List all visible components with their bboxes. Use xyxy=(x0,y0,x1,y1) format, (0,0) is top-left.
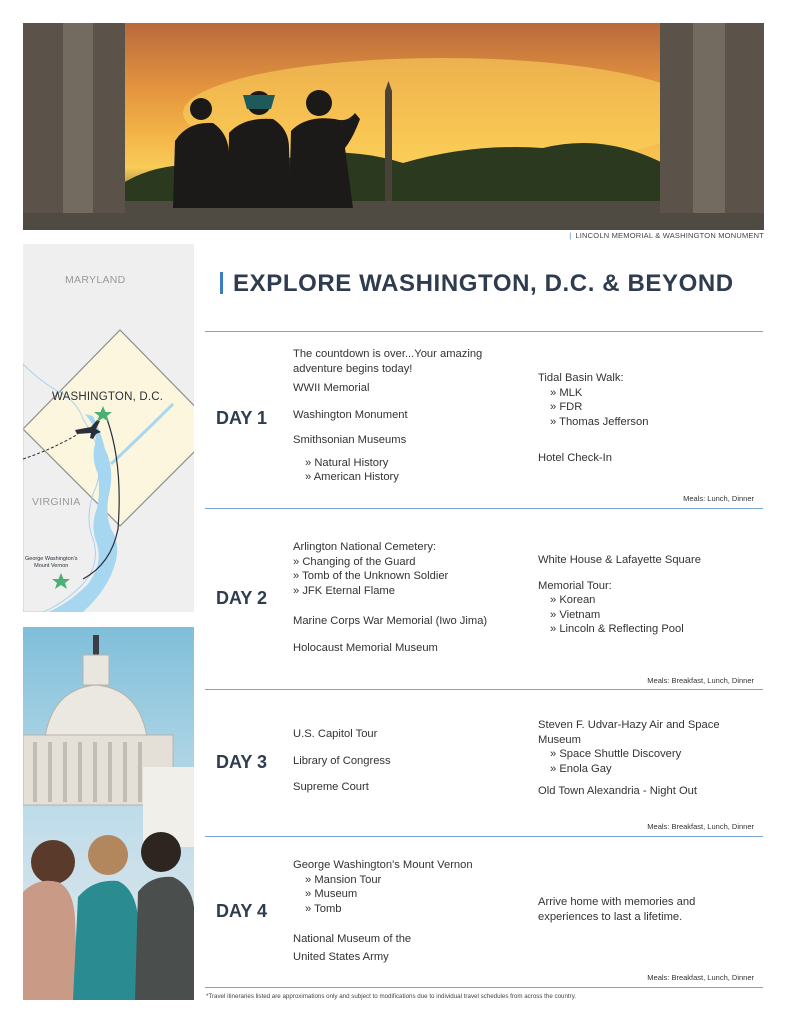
hero-caption: | LINCOLN MEMORIAL & WASHINGTON MONUMENT xyxy=(569,231,764,240)
day-4-left-line: National Museum of the xyxy=(293,933,412,945)
day-1-left-column xyxy=(293,347,482,485)
day-4-left-line: United States Army xyxy=(293,950,389,963)
day-4-left-line: » Museum xyxy=(305,888,358,900)
day-4-left-line: » Mansion Tour xyxy=(305,873,382,886)
day-2-right-line: White House & Lafayette Square xyxy=(538,554,701,566)
hero-photo xyxy=(23,23,764,230)
day-2-meals: Meals: Breakfast, Lunch, Dinner xyxy=(647,676,754,685)
area-map xyxy=(23,244,194,612)
day-3-right-line: Steven F. Udvar-Hazy Air and Space xyxy=(538,719,720,731)
day-1-left-line: » Natural History xyxy=(305,456,389,469)
day-1-right-line: Hotel Check-In xyxy=(538,452,612,464)
map-label-dc: WASHINGTON, D.C. xyxy=(52,391,164,403)
hero-caption-text: LINCOLN MEMORIAL & WASHINGTON MONUMENT xyxy=(575,231,764,240)
day-2-left-line: Marine Corps War Memorial (Iwo Jima) xyxy=(293,615,488,627)
day-2-label: DAY 2 xyxy=(216,588,268,608)
day-2-right-line: » Korean xyxy=(550,594,596,606)
footnote: *Travel itineraries listed are approximations only and subject to modifications due to individual travel schedules from across the country. xyxy=(206,993,577,1000)
map-label-maryland: MARYLAND xyxy=(65,274,126,286)
divider-day3-day4 xyxy=(205,836,763,837)
day-2-right-column xyxy=(538,553,701,637)
page-title xyxy=(220,270,734,298)
day-2-left-line: Holocaust Memorial Museum xyxy=(293,641,438,654)
day-2-left-column xyxy=(293,540,487,655)
day-2-left-line: » Changing of the Guard xyxy=(293,555,416,568)
divider-top xyxy=(205,331,763,332)
day-1-left-line: Washington Monument xyxy=(293,408,408,421)
day-3-right-line: Museum xyxy=(538,733,581,746)
day-3-right-line: Old Town Alexandria - Night Out xyxy=(538,785,697,797)
day-3-right-line: » Enola Gay xyxy=(550,762,612,775)
day-1-right-line: Tidal Basin Walk: xyxy=(538,372,624,384)
day-1-right-line: » Thomas Jefferson xyxy=(550,415,649,428)
map-label-mount-vernon-line1: George Washington's xyxy=(25,556,78,562)
day-2-right-line: » Lincoln & Reflecting Pool xyxy=(550,623,684,635)
map-label-virginia: VIRGINIA xyxy=(32,496,81,508)
mount-vernon-star-icon xyxy=(52,573,70,589)
day-1-left-line: Smithsonian Museums xyxy=(293,434,407,446)
day-2-right-line: » Vietnam xyxy=(550,608,601,621)
day-1-left-line: WWII Memorial xyxy=(293,382,370,394)
day-2-left-line: Arlington National Cemetery: xyxy=(293,541,437,553)
day-1-left-line: adventure begins today! xyxy=(293,362,413,375)
day-1-meals: Meals: Lunch, Dinner xyxy=(683,494,754,503)
divider-bottom xyxy=(205,987,763,988)
day-1-right-line: » MLK xyxy=(550,386,583,399)
day-1-right-column xyxy=(538,371,648,466)
day-4-right-line: Arrive home with memories and xyxy=(538,896,696,908)
day-3-right-column xyxy=(538,718,720,799)
day-1-right-line: » FDR xyxy=(550,401,583,413)
day-4-meals: Meals: Breakfast, Lunch, Dinner xyxy=(647,973,754,982)
day-4-right-column xyxy=(538,895,695,924)
day-2-left-line: » Tomb of the Unknown Soldier xyxy=(293,570,449,582)
day-3-meals: Meals: Breakfast, Lunch, Dinner xyxy=(647,822,754,831)
capitol-illustration xyxy=(23,627,194,1000)
capitol-photo xyxy=(23,627,194,1000)
day-4-left-line: George Washington's Mount Vernon xyxy=(293,859,473,871)
page-title-text: EXPLORE WASHINGTON, D.C. & BEYOND xyxy=(233,270,734,297)
divider-day2-day3 xyxy=(205,689,763,690)
day-4-label: DAY 4 xyxy=(216,901,268,921)
day-3-left-line: U.S. Capitol Tour xyxy=(293,728,378,740)
day-4-left-column xyxy=(293,858,473,964)
hero-illustration xyxy=(23,23,764,230)
day-1-label: DAY 1 xyxy=(216,408,268,428)
day-3-left-column xyxy=(293,727,391,795)
title-accent-bar xyxy=(220,272,223,294)
day-4-left-line: » Tomb xyxy=(305,902,342,915)
divider-day1-day2 xyxy=(205,508,763,509)
day-2-left-line: » JFK Eternal Flame xyxy=(293,584,395,597)
day-3-label: DAY 3 xyxy=(216,752,268,772)
map-label-mount-vernon-line2: Mount Vernon xyxy=(34,563,69,569)
day-2-right-line: Memorial Tour: xyxy=(538,579,612,592)
map-label-mount-vernon xyxy=(25,556,78,570)
day-4-right-line: experiences to last a lifetime. xyxy=(538,910,683,923)
day-3-left-line: Supreme Court xyxy=(293,781,369,793)
day-1-left-line: The countdown is over...Your amazing xyxy=(293,348,483,360)
day-3-left-line: Library of Congress xyxy=(293,754,391,767)
day-1-left-line: » American History xyxy=(305,471,399,483)
day-3-right-line: » Space Shuttle Discovery xyxy=(550,748,682,760)
